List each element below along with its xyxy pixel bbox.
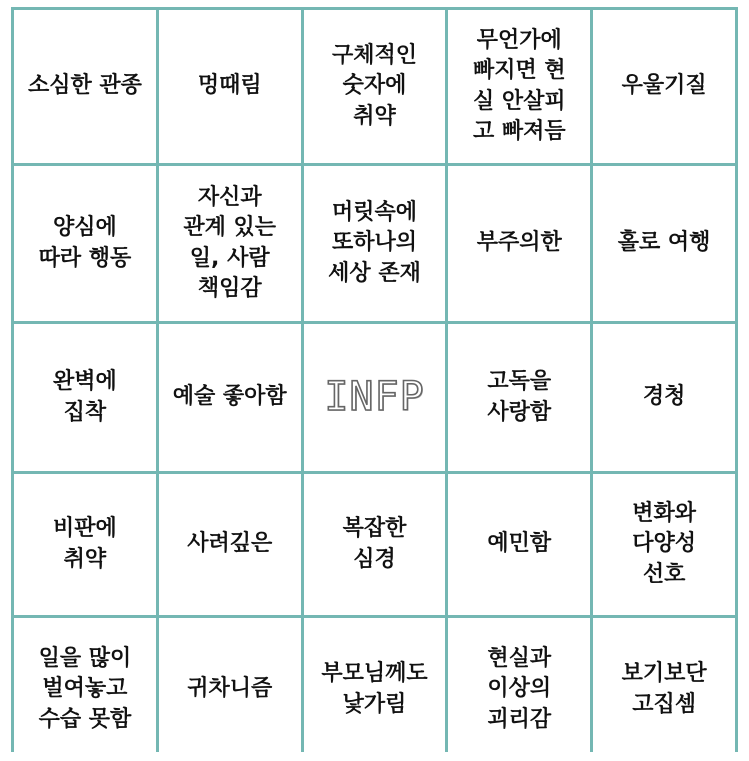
bingo-cell-r2-c2[interactable]: 자신과 관계 있는 일, 사람 책임감 [159,166,301,321]
bingo-cell-r1-c4[interactable]: 무언가에 빠지면 현 실 안살피 고 빠져듬 [448,10,590,163]
bingo-cell-r1-c5[interactable]: 우울기질 [593,10,735,163]
bingo-cell-r5-c5[interactable]: 보기보단 고집셈 [593,618,735,761]
center-type-label: INFP [324,373,425,420]
bingo-cell-r5-c3[interactable]: 부모님께도 낯가림 [304,618,446,761]
bingo-board [11,7,738,752]
bingo-cell-r2-c5[interactable]: 홀로 여행 [593,166,735,321]
bingo-cell-r4-c5[interactable]: 변화와 다양성 선호 [593,474,735,615]
bingo-cell-r1-c1[interactable]: 소심한 관종 [14,10,156,163]
bingo-cell-r3-c2[interactable]: 예술 좋아함 [159,324,301,471]
bingo-cell-r4-c1[interactable]: 비판에 취약 [14,474,156,615]
bingo-cell-r1-c3[interactable]: 구체적인 숫자에 취약 [304,10,446,163]
bingo-cell-r1-c2[interactable]: 멍때림 [159,10,301,163]
bingo-cell-r3-c5[interactable]: 경청 [593,324,735,471]
bingo-cell-r2-c1[interactable]: 양심에 따라 행동 [14,166,156,321]
bingo-cell-r3-c4[interactable]: 고독을 사랑함 [448,324,590,471]
bingo-cell-r2-c4[interactable]: 부주의한 [448,166,590,321]
bingo-cell-r5-c2[interactable]: 귀차니즘 [159,618,301,761]
bingo-cell-r4-c4[interactable]: 예민함 [448,474,590,615]
bingo-cell-center[interactable] [304,324,446,471]
bingo-cell-r3-c1[interactable]: 완벽에 집착 [14,324,156,471]
bingo-cell-r5-c4[interactable]: 현실과 이상의 괴리감 [448,618,590,761]
bingo-cell-r5-c1[interactable]: 일을 많이 벌여놓고 수습 못함 [14,618,156,761]
bingo-cell-r2-c3[interactable]: 머릿속에 또하나의 세상 존재 [304,166,446,321]
bingo-cell-r4-c3[interactable]: 복잡한 심경 [304,474,446,615]
bingo-cell-r4-c2[interactable]: 사려깊은 [159,474,301,615]
